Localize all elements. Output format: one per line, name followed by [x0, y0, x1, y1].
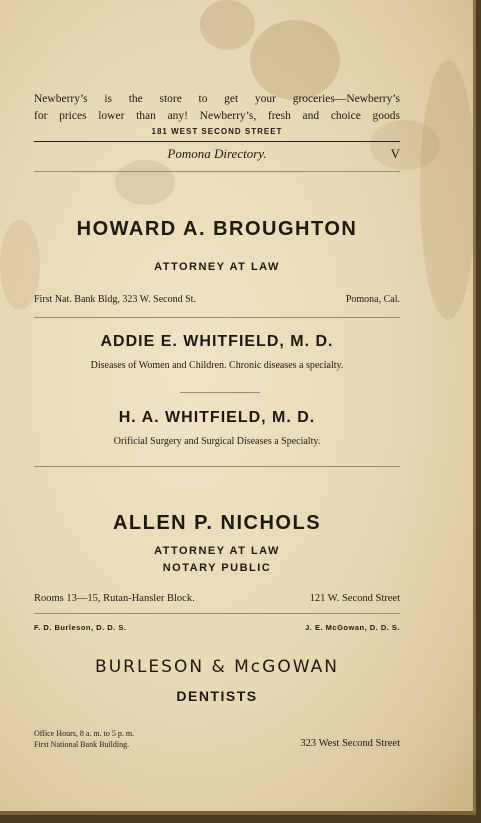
- burleson-name: F. D. Burleson, D. D. S.: [34, 623, 127, 632]
- water-stain: [115, 160, 175, 205]
- divider: [180, 392, 260, 393]
- nichols-address-line: [34, 593, 400, 604]
- ha-whitfield-name: H. A. WHITFIELD, M. D.: [118, 409, 316, 426]
- water-stain: [420, 60, 476, 320]
- divider: [34, 317, 400, 318]
- divider: [34, 171, 400, 172]
- running-head-title: Pomona Directory.: [167, 146, 267, 161]
- nichols-street: 121 W. Second Street: [309, 593, 400, 604]
- page-number: V: [390, 146, 400, 161]
- ha-whitfield-specialty: Orificial Surgery and Surgical Diseases a Specialty.: [113, 436, 321, 447]
- divider: [34, 141, 400, 142]
- office-street: 323 West Second Street: [300, 738, 400, 749]
- header-ad-address: 181 WEST SECOND STREET: [151, 127, 283, 136]
- divider: [34, 613, 400, 614]
- addie-whitfield-specialty: Diseases of Women and Children. Chronic diseases a specialty.: [90, 360, 344, 371]
- dentist-firm-name: BURLESON & McGOWAN: [95, 657, 339, 677]
- broughton-name: HOWARD A. BROUGHTON: [76, 218, 358, 240]
- office-building: First National Bank Building.: [34, 740, 130, 749]
- water-stain: [250, 20, 340, 100]
- dentist-profession: DENTISTS: [176, 688, 258, 704]
- dentist-office-block: [34, 728, 400, 750]
- nichols-title-attorney: ATTORNEY AT LAW: [154, 545, 280, 557]
- broughton-address-line: [34, 294, 400, 305]
- dentist-names-line: [34, 623, 400, 632]
- divider: [34, 466, 400, 467]
- broughton-title: ATTORNEY AT LAW: [154, 261, 280, 273]
- nichols-rooms: Rooms 13—15, Rutan-Hansler Block.: [34, 593, 195, 604]
- water-stain: [200, 0, 255, 50]
- broughton-building: First Nat. Bank Bldg, 323 W. Second St.: [34, 294, 196, 305]
- addie-whitfield-name: ADDIE E. WHITFIELD, M. D.: [100, 333, 334, 350]
- running-head: [34, 146, 400, 162]
- office-hours: Office Hours, 8 a. m. to 5 p. m.: [34, 729, 135, 738]
- broughton-city: Pomona, Cal.: [345, 294, 400, 305]
- mcgowan-name: J. E. McGowan, D. D. S.: [305, 623, 400, 632]
- nichols-title-notary: NOTARY PUBLIC: [162, 562, 272, 574]
- nichols-name: ALLEN P. NICHOLS: [112, 512, 322, 534]
- header-ad-line-2: for prices lower than any! Newberry’s, fresh and choice goods: [34, 110, 400, 122]
- header-ad-line-1: Newberry’s is the store to get your groceries—Newberry’s: [34, 93, 400, 105]
